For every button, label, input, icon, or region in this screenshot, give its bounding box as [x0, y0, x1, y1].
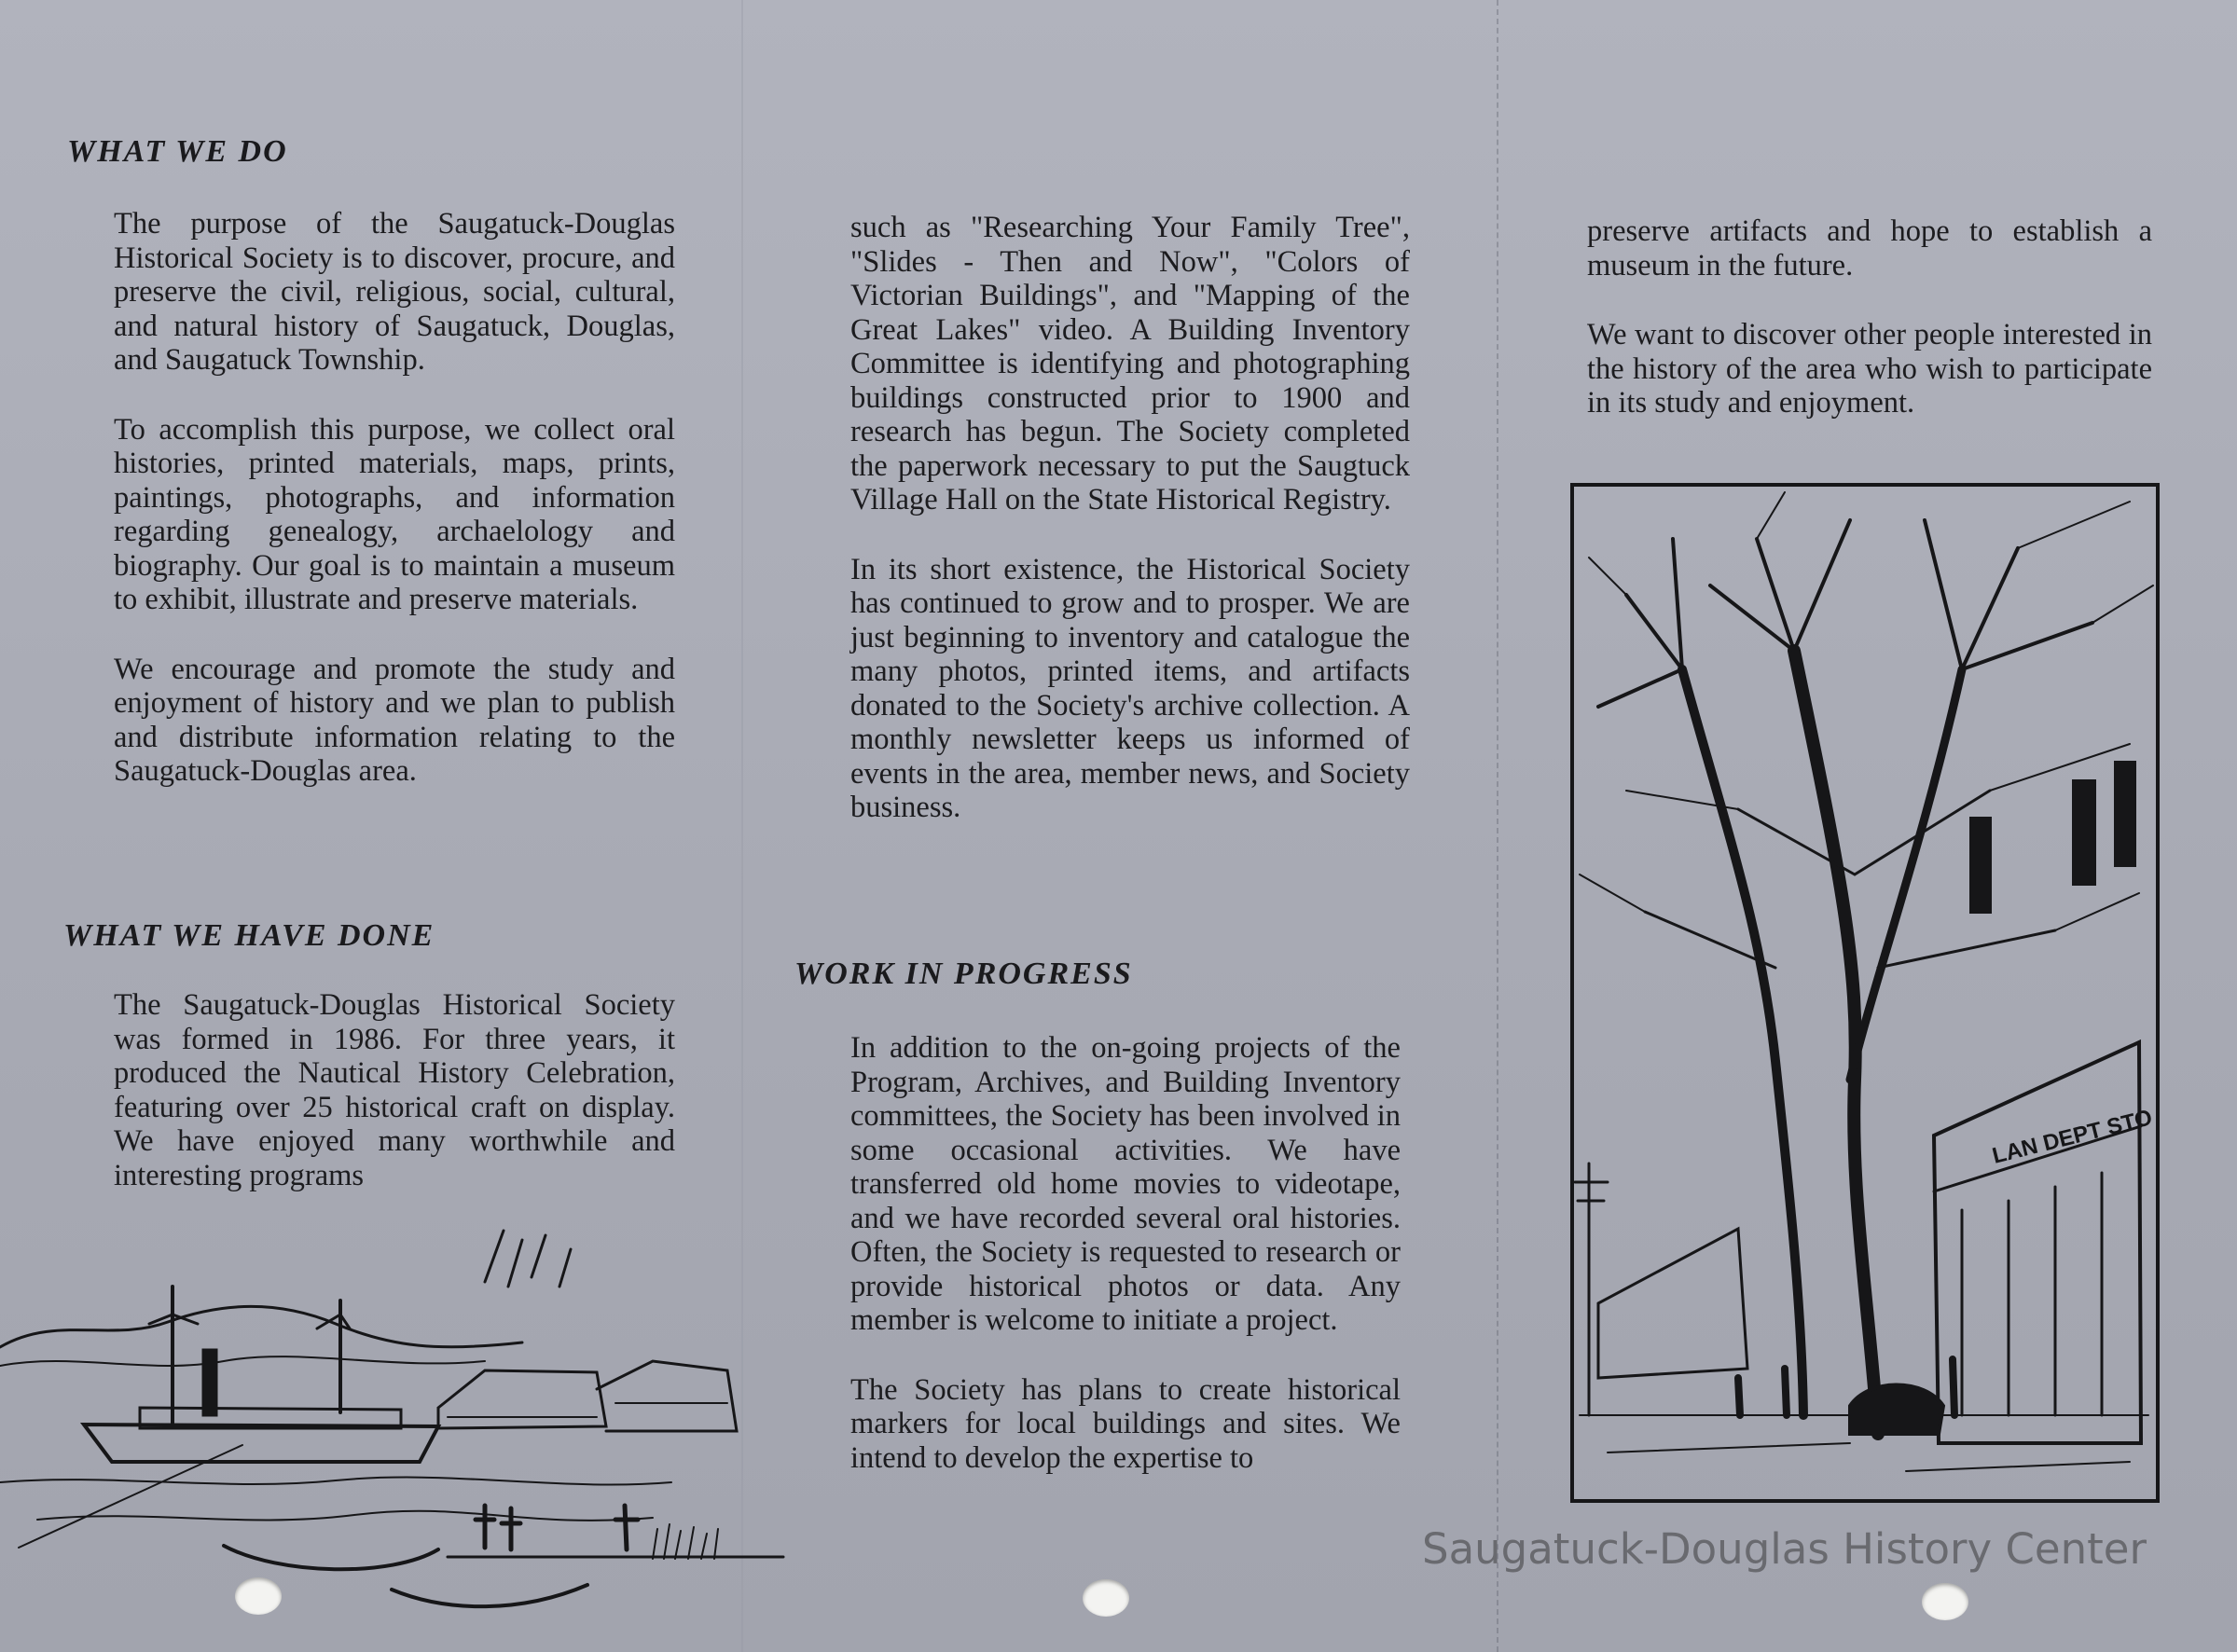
- future-text: [1587, 214, 2152, 456]
- hill-line: [0, 1356, 485, 1366]
- tree-branch: [1710, 520, 1850, 651]
- ship-hull: [84, 1425, 438, 1462]
- binder-hole: [235, 1577, 282, 1615]
- harbor-illustration: [0, 1212, 802, 1641]
- building-window: [1971, 819, 1990, 912]
- harbor-shed: [438, 1370, 606, 1428]
- paragraph-preserve: preserve artifacts and hope to establish a museum in the future.: [1587, 214, 2152, 282]
- paragraph-purpose: The purpose of the Saugatuck-Douglas Historical Society is to discover, procure, and preserve the civil, religious, social, cultural, and natural history of Saugatuck, Douglas, and Saugatuck Township.: [114, 207, 675, 377]
- street-bench: [1850, 1385, 1943, 1435]
- tree-twig: [1580, 744, 2139, 930]
- background-building: [1598, 1229, 1747, 1378]
- paragraph-markers: The Society has plans to create historical markers for local buildings and sites. We intend to develop the expertise to: [850, 1372, 1401, 1475]
- paragraph-programs: such as "Researching Your Family Tree", "Slides - Then and Now", "Colors of Victorian Buildings", and "Mapping of the Great Lakes" video. A Building Inventory Committee is identifying and photographing buildings constructed prior to 1900 and research has begun. The Society completed the paperwork necessary to put the Saugtuck Village Hall on the State Historical Registry.: [850, 211, 1410, 516]
- storefront-building: [1934, 1042, 2141, 1443]
- ship-smokestack: [203, 1350, 216, 1415]
- panel-fold-right: [1497, 0, 1498, 1652]
- rowboat: [392, 1585, 587, 1606]
- what-we-have-done-text: [114, 988, 675, 1228]
- paragraph-existence: In its short existence, the Historical Society has continued to grow and to prosper. We are just beginning to inventory and catalogue the many photos, printed items, and artifacts donated to the Society's archive collection. A monthly newsletter keeps us informed of events in the area, member news, and Society business.: [850, 552, 1410, 824]
- paragraph-collect: To accomplish this purpose, we collect oral histories, printed materials, maps, prints, paintings, photographs, and information regarding genealogy, archaelology and biography. Our goal is to maintain a museum to exhibit, illustrate and preserve materials.: [114, 412, 675, 616]
- building-window: [2116, 763, 2134, 865]
- heading-work-in-progress: WORK IN PROGRESS: [794, 957, 1133, 991]
- programs-text: [850, 211, 1410, 860]
- paragraph-formed: The Saugatuck-Douglas Historical Society was formed in 1986. For three years, it produced the Nautical History Celebration, featuring over 25 historical craft on display. We have enjoyed many worthwhile and interesting programs: [114, 988, 675, 1192]
- water-ripple: [37, 1511, 653, 1521]
- rain-line: [485, 1231, 504, 1282]
- paragraph-on-going: In addition to the on-going projects of the Program, Archives, and Building Inventory committees, the Society has been involved in some occasional activities. We have transferred old home movies to videotape, and we have recorded several oral histories. Often, the Society is requested to research or provide historical photos or data. Any member is welcome to initiate a project.: [850, 1031, 1401, 1337]
- watermark-text: Saugatuck-Douglas History Center: [1422, 1524, 2147, 1574]
- dock-figure: [615, 1506, 638, 1549]
- tree-branch: [1925, 520, 2092, 669]
- rowboat: [224, 1546, 438, 1569]
- harbor-shed: [597, 1361, 737, 1431]
- work-in-progress-text: [850, 1031, 1401, 1510]
- rain-line: [532, 1235, 545, 1277]
- reed-grass: [653, 1524, 718, 1559]
- paragraph-encourage: We encourage and promote the study and enjoyment of history and we plan to publish and distribute information relating to the Saugatuck-Douglas area.: [114, 652, 675, 788]
- tree-trunk: [1850, 669, 1962, 1080]
- rain-line: [559, 1249, 571, 1287]
- storefront-window: [1962, 1173, 2102, 1415]
- dock-figure: [476, 1506, 494, 1548]
- street-scene-illustration: [1570, 483, 2160, 1503]
- what-we-do-text: [114, 207, 675, 824]
- building-window: [2074, 781, 2094, 884]
- tree-trunk: [1794, 651, 1878, 1434]
- tree-branch: [1598, 539, 1682, 707]
- binder-hole: [1083, 1579, 1129, 1617]
- hill-line: [0, 1306, 522, 1347]
- binder-hole: [1922, 1583, 1968, 1620]
- heading-what-we-have-done: WHAT WE HAVE DONE: [63, 918, 435, 953]
- water-ripple: [0, 1478, 671, 1485]
- store-sign: LAN DEPT STO: [1989, 1105, 2155, 1169]
- paragraph-discover: We want to discover other people interested in the history of the area who wish to participate in its study and enjoyment.: [1587, 318, 2152, 420]
- rain-line: [508, 1240, 522, 1287]
- dock-figure: [502, 1508, 520, 1549]
- heading-what-we-do: WHAT WE DO: [67, 134, 288, 169]
